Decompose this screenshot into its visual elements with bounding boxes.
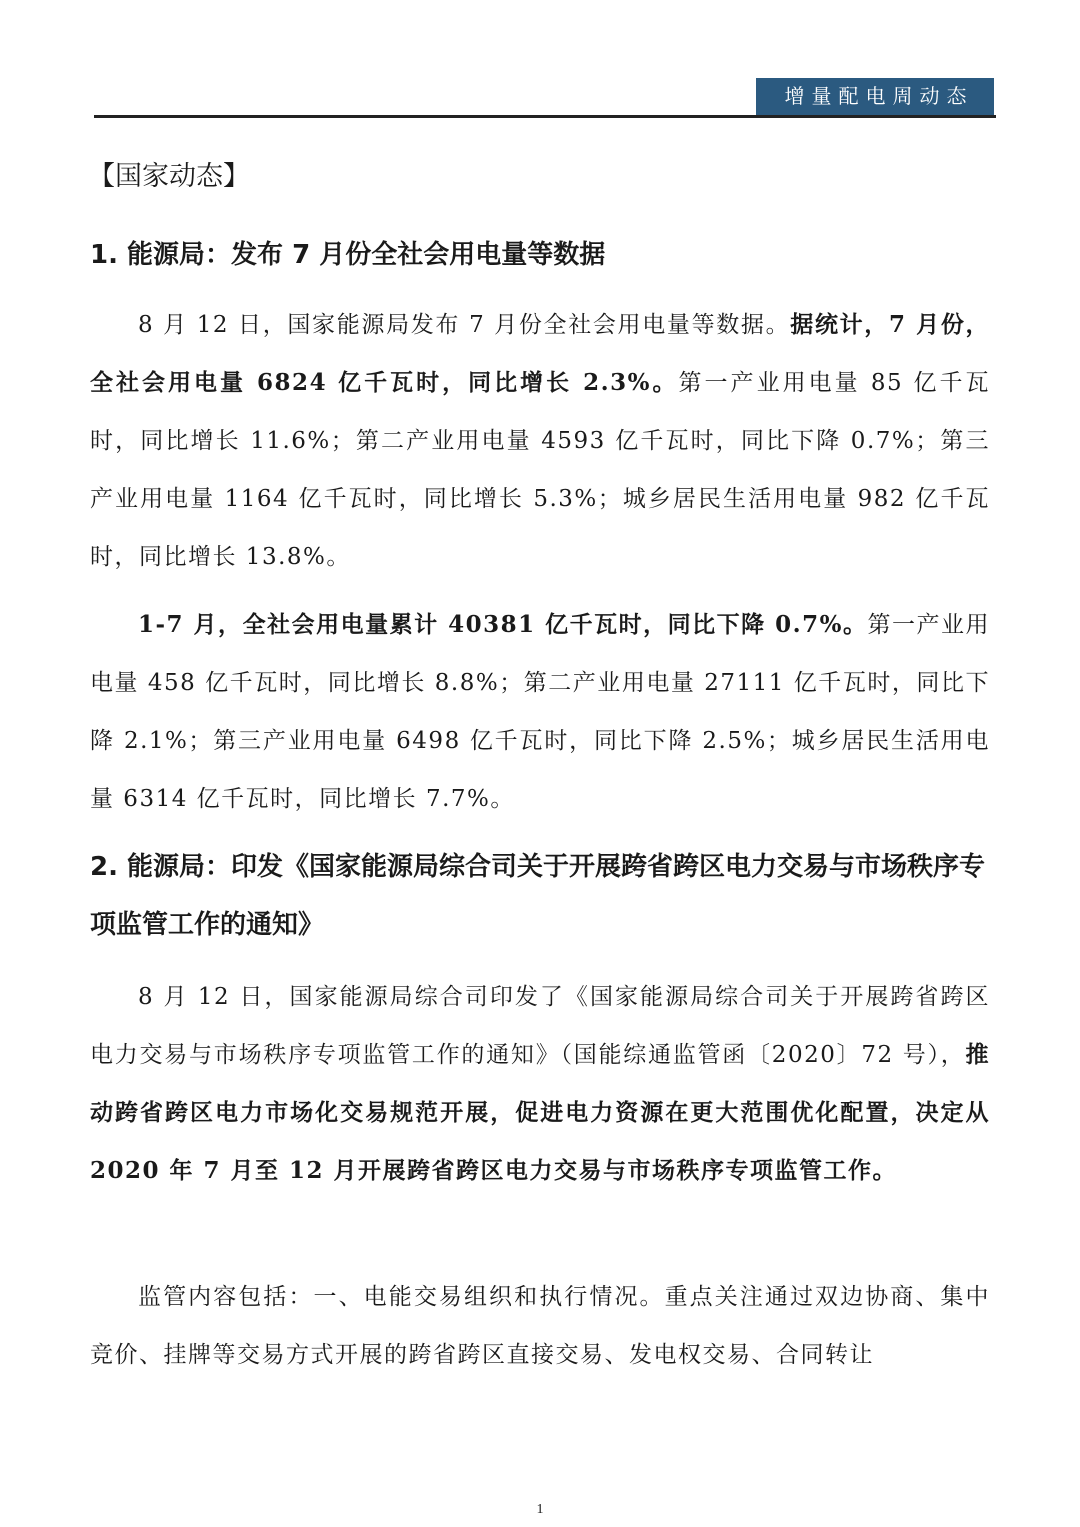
item-2-paragraph-2: 监管内容包括：一、电能交易组织和执行情况。重点关注通过双边协商、集中竞价、挂牌等交易方式开展的跨省跨区直接交易、发电权交易、合同转让 bbox=[90, 1284, 990, 1368]
item-1-paragraph-1 bbox=[90, 296, 990, 586]
header-badge: 增量配电周动态 bbox=[756, 78, 994, 115]
text: 8 月 12 日，国家能源局发布 7 月份全社会用电量等数据。 bbox=[138, 312, 791, 338]
item-1-paragraph-2 bbox=[90, 596, 990, 828]
item-2-paragraph-1 bbox=[90, 968, 990, 1200]
item-1-heading: 1. 能源局：发布 7 月份全社会用电量等数据 bbox=[90, 240, 606, 270]
bold-text: 据统计，7 月份，全社会用电量 6824 亿千瓦时，同比增长 2.3%。 bbox=[90, 311, 991, 396]
page-number: 1 bbox=[536, 1502, 544, 1517]
bold-text: 推动跨省跨区电力市场化交易规范开展，促进电力资源在更大范围优化配置，决定从 2020 年 7 月至 12 月开展跨省跨区电力交易与市场秩序专项监管工作。 bbox=[90, 1041, 990, 1184]
text: 第一产业用电量 458 亿千瓦时，同比增长 8.8%；第二产业用电量 27111 亿千瓦时，同比下降 2.1%；第三产业用电量 6498 亿千瓦时，同比下降 2.5%；城乡居民生活用电量 6314 亿千瓦时，同比增长 7.7%。 bbox=[90, 612, 991, 812]
header-divider bbox=[94, 115, 996, 118]
bold-text: 1-7 月，全社会用电量累计 40381 亿千瓦时，同比下降 0.7%。 bbox=[138, 611, 868, 638]
section-title: 【国家动态】 bbox=[88, 161, 250, 192]
item-2-heading: 2. 能源局：印发《国家能源局综合司关于开展跨省跨区电力交易与市场秩序专项监管工作的通知》 bbox=[90, 852, 986, 940]
text: 第一产业用电量 85 亿千瓦时，同比增长 11.6%；第二产业用电量 4593 亿千瓦时，同比下降 0.7%；第三产业用电量 1164 亿千瓦时，同比增长 5.3%；城乡居民生活用电量 982 亿千瓦时，同比增长 13.8%。 bbox=[90, 370, 991, 570]
text: 8 月 12 日，国家能源局综合司印发了《国家能源局综合司关于开展跨省跨区电力交易与市场秩序专项监管工作的通知》（国能综通监管函〔2020〕72 号）， bbox=[90, 984, 990, 1068]
